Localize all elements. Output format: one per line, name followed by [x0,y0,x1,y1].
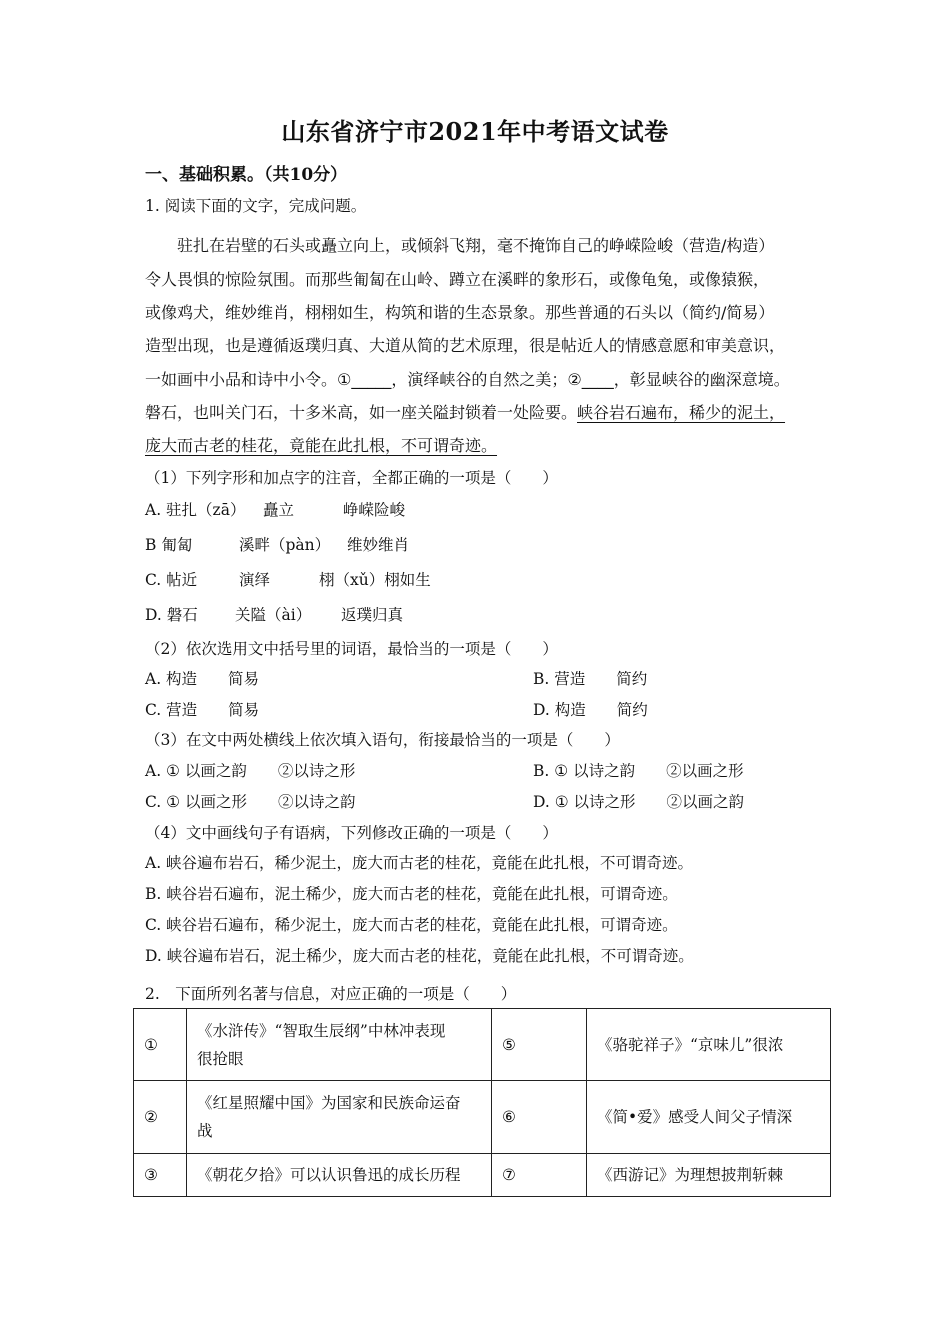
table-row [134,1081,831,1154]
underlined-sentence: 峡谷岩石遍布，稀少的泥土， [577,403,786,422]
option-item: 溪畔（pàn） [239,536,331,554]
option-item: A. 驻扎（zā） [145,501,246,519]
option-item: 关隘（ài） [235,606,312,624]
table-row [134,1154,831,1197]
option-item: D. 磐石 [145,606,198,624]
option-a: A. 构造 简易 [145,670,260,688]
page-title: 山东省济宁市2021年中考语文试卷 [281,117,669,146]
option-item: 返璞归真 [341,606,404,624]
sub-question-4-stem: （4）文中画线句子有语病，下列修改正确的一项是（ ） [145,824,558,842]
passage-line [145,400,825,423]
passage-line: 令人畏惧的惊险氛围。而那些匍匐在山岭、蹲立在溪畔的象形石，或像龟兔，或像猿猴， [145,270,770,289]
passage-line: 一如画中小品和诗中小令。①_____，演绎峡谷的自然之美；②____，彰显峡谷的幽深意境。 [145,370,790,389]
option-item: 演绎 [239,571,271,589]
cell-line: 战 [197,1122,213,1140]
option-item: 矗立 [263,501,295,519]
table-cell-number: ③ [134,1154,187,1197]
cell-line: 《红星照耀中国》为国家和民族命运奋 [197,1094,461,1112]
option-item: 维妙维肖 [347,536,410,554]
table-cell-number: ⑦ [492,1154,587,1197]
option-b [145,533,409,555]
option-item: B 匍匐 [145,536,193,554]
table-cell-text [187,1009,492,1081]
option-item: C. 帖近 [145,571,198,589]
sub-question-1-stem: （1）下列字形和加点字的注音，全都正确的一项是（ ） [145,469,558,487]
option-c: C. 营造 简易 [145,701,260,719]
option-d: D. 构造 简约 [533,701,648,719]
option-a [145,498,405,520]
table-cell-number: ⑤ [492,1009,587,1081]
option-b: B. ① 以诗之韵 ②以画之形 [533,762,744,780]
table-row [134,1009,831,1081]
question-1-prompt: 1. 阅读下面的文字，完成问题。 [145,197,367,215]
section-heading: 一、基础积累。（共10分） [145,165,348,185]
table-cell-text: 《简•爱》感受人间父子情深 [587,1081,831,1154]
cell-line: 《水浒传》“智取生辰纲”中林冲表现 [197,1021,446,1040]
table-cell-text [187,1081,492,1154]
question-2-prompt: 2. 下面所列名著与信息，对应正确的一项是（ ） [145,985,517,1003]
cell-line: 很抢眼 [197,1049,244,1068]
option-d: D. ① 以诗之形 ②以画之韵 [533,793,745,811]
option-c [145,568,431,590]
sub-question-3-stem: （3）在文中两处横线上依次填入语句，衔接最恰当的一项是（ ） [145,731,620,749]
option-item: 栩（xǔ）栩如生 [319,571,431,589]
option-b: B. 营造 简约 [533,670,648,688]
passage-line [145,433,825,456]
option-d: D. 峡谷遍布岩石，泥土稀少，庞大而古老的桂花，竟能在此扎根，不可谓奇迹。 [145,947,694,965]
option-c: C. ① 以画之形 ②以诗之韵 [145,793,356,811]
option-c: C. 峡谷岩石遍布，稀少泥土，庞大而古老的桂花，竟能在此扎根，可谓奇迹。 [145,916,678,934]
option-d [145,603,403,625]
option-item: 峥嵘险峻 [343,501,406,519]
option-a: A. 峡谷遍布岩石，稀少泥土，庞大而古老的桂花，竟能在此扎根，不可谓奇迹。 [145,854,694,872]
table-cell-number: ① [134,1009,187,1081]
works-table [133,1008,831,1197]
option-b: B. 峡谷岩石遍布，泥土稀少，庞大而古老的桂花，竟能在此扎根，可谓奇迹。 [145,885,678,903]
table-cell-number: ⑥ [492,1081,587,1154]
underlined-sentence: 庞大而古老的桂花，竟能在此扎根，不可谓奇迹。 [145,436,498,455]
passage-text: 磐石，也叫关门石，十多米高，如一座关隘封锁着一处险要。 [145,403,578,422]
passage-line: 驻扎在岩壁的石头或矗立向上，或倾斜飞翔，毫不掩饰自己的峥嵘险峻（营造/构造） [177,236,775,255]
passage-line: 或像鸡犬，维妙维肖，栩栩如生，构筑和谐的生态景象。那些普通的石头以（简约/简易） [145,303,775,322]
table-cell-text: 《朝花夕拾》可以认识鲁迅的成长历程 [187,1154,492,1197]
table-cell-number: ② [134,1081,187,1154]
sub-question-2-stem: （2）依次选用文中括号里的词语，最恰当的一项是（ ） [145,640,558,658]
table-cell-text: 《骆驼祥子》“京味儿”很浓 [587,1009,831,1081]
passage-line: 造型出现，也是遵循返璞归真、大道从简的艺术原理，很是帖近人的情感意愿和审美意识， [145,336,786,355]
table-cell-text: 《西游记》为理想披荆斩棘 [587,1154,831,1197]
option-a: A. ① 以画之韵 ②以诗之形 [145,762,356,780]
